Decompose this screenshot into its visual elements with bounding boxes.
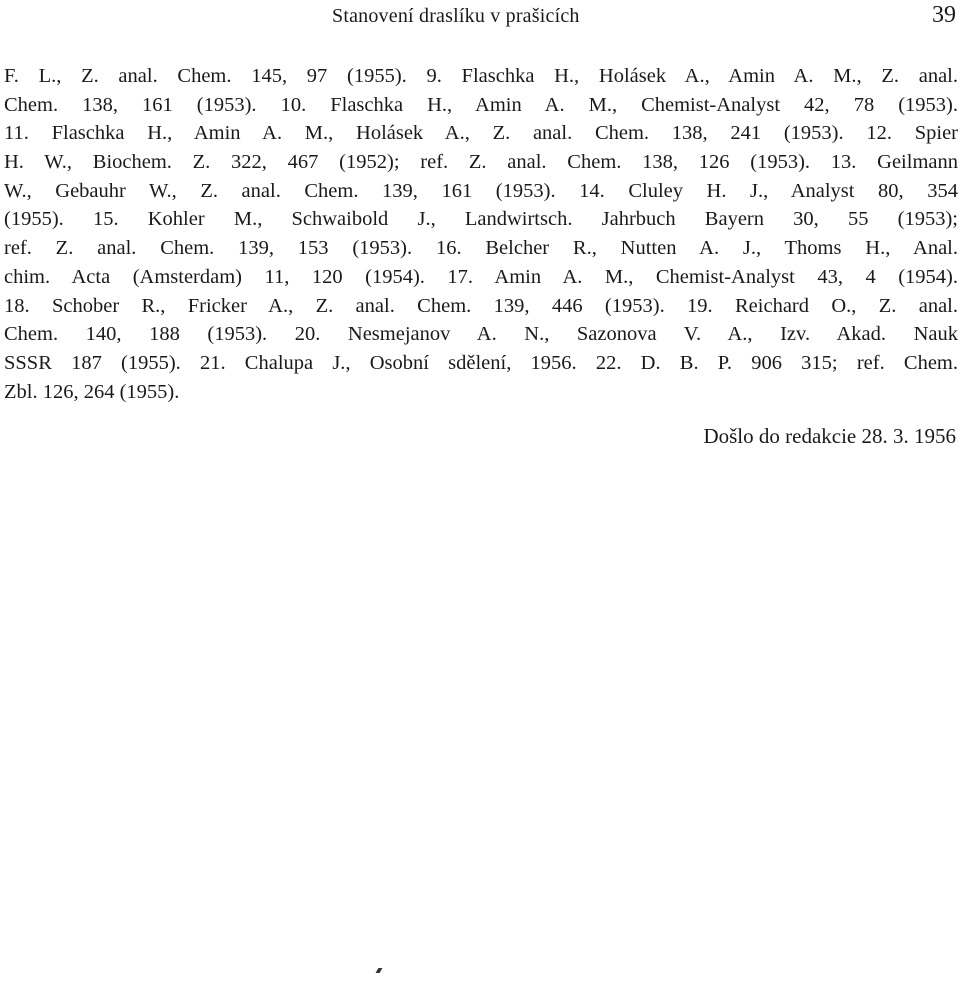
page-header [0, 0, 960, 40]
reference-line: Chem. 138, 161 (1953). 10. Flaschka H., Amin A. M., Chemist-Analyst 42, 78 (1953). [4, 93, 958, 116]
reference-list [4, 62, 958, 406]
reference-line: Chem. 140, 188 (1953). 20. Nesmejanov A. N., Sazonova V. A., Izv. Akad. Nauk [4, 323, 958, 346]
stray-ink-mark [376, 968, 383, 973]
reference-line: ref. Z. anal. Chem. 139, 153 (1953). 16. Belcher R., Nutten A. J., Thoms H., Anal. [4, 237, 958, 260]
reference-line: W., Gebauhr W., Z. anal. Chem. 139, 161 (1953). 14. Cluley H. J., Analyst 80, 354 [4, 179, 958, 202]
reference-line: 11. Flaschka H., Amin A. M., Holásek A., Z. anal. Chem. 138, 241 (1953). 12. Spier [4, 122, 958, 145]
reference-line: 18. Schober R., Fricker A., Z. anal. Chem. 139, 446 (1953). 19. Reichard O., Z. anal. [4, 294, 958, 317]
reference-line: Zbl. 126, 264 (1955). [4, 380, 180, 403]
received-date-note: Došlo do redakcie 28. 3. 1956 [703, 424, 956, 448]
reference-line: (1955). 15. Kohler M., Schwaibold J., Landwirtsch. Jahrbuch Bayern 30, 55 (1953); [4, 208, 958, 231]
reference-line: SSSR 187 (1955). 21. Chalupa J., Osobní sdělení, 1956. 22. D. B. P. 906 315; ref. Chem. [4, 351, 958, 374]
page-number: 39 [932, 2, 956, 28]
running-title: Stanovení draslíku v prašicích [332, 5, 580, 27]
reference-line: H. W., Biochem. Z. 322, 467 (1952); ref. Z. anal. Chem. 138, 126 (1953). 13. Geilmann [4, 151, 958, 174]
reference-line: chim. Acta (Amsterdam) 11, 120 (1954). 17. Amin A. M., Chemist-Analyst 43, 4 (1954). [4, 265, 958, 288]
reference-line: F. L., Z. anal. Chem. 145, 97 (1955). 9. Flaschka H., Holásek A., Amin A. M., Z. anal. [4, 65, 958, 87]
